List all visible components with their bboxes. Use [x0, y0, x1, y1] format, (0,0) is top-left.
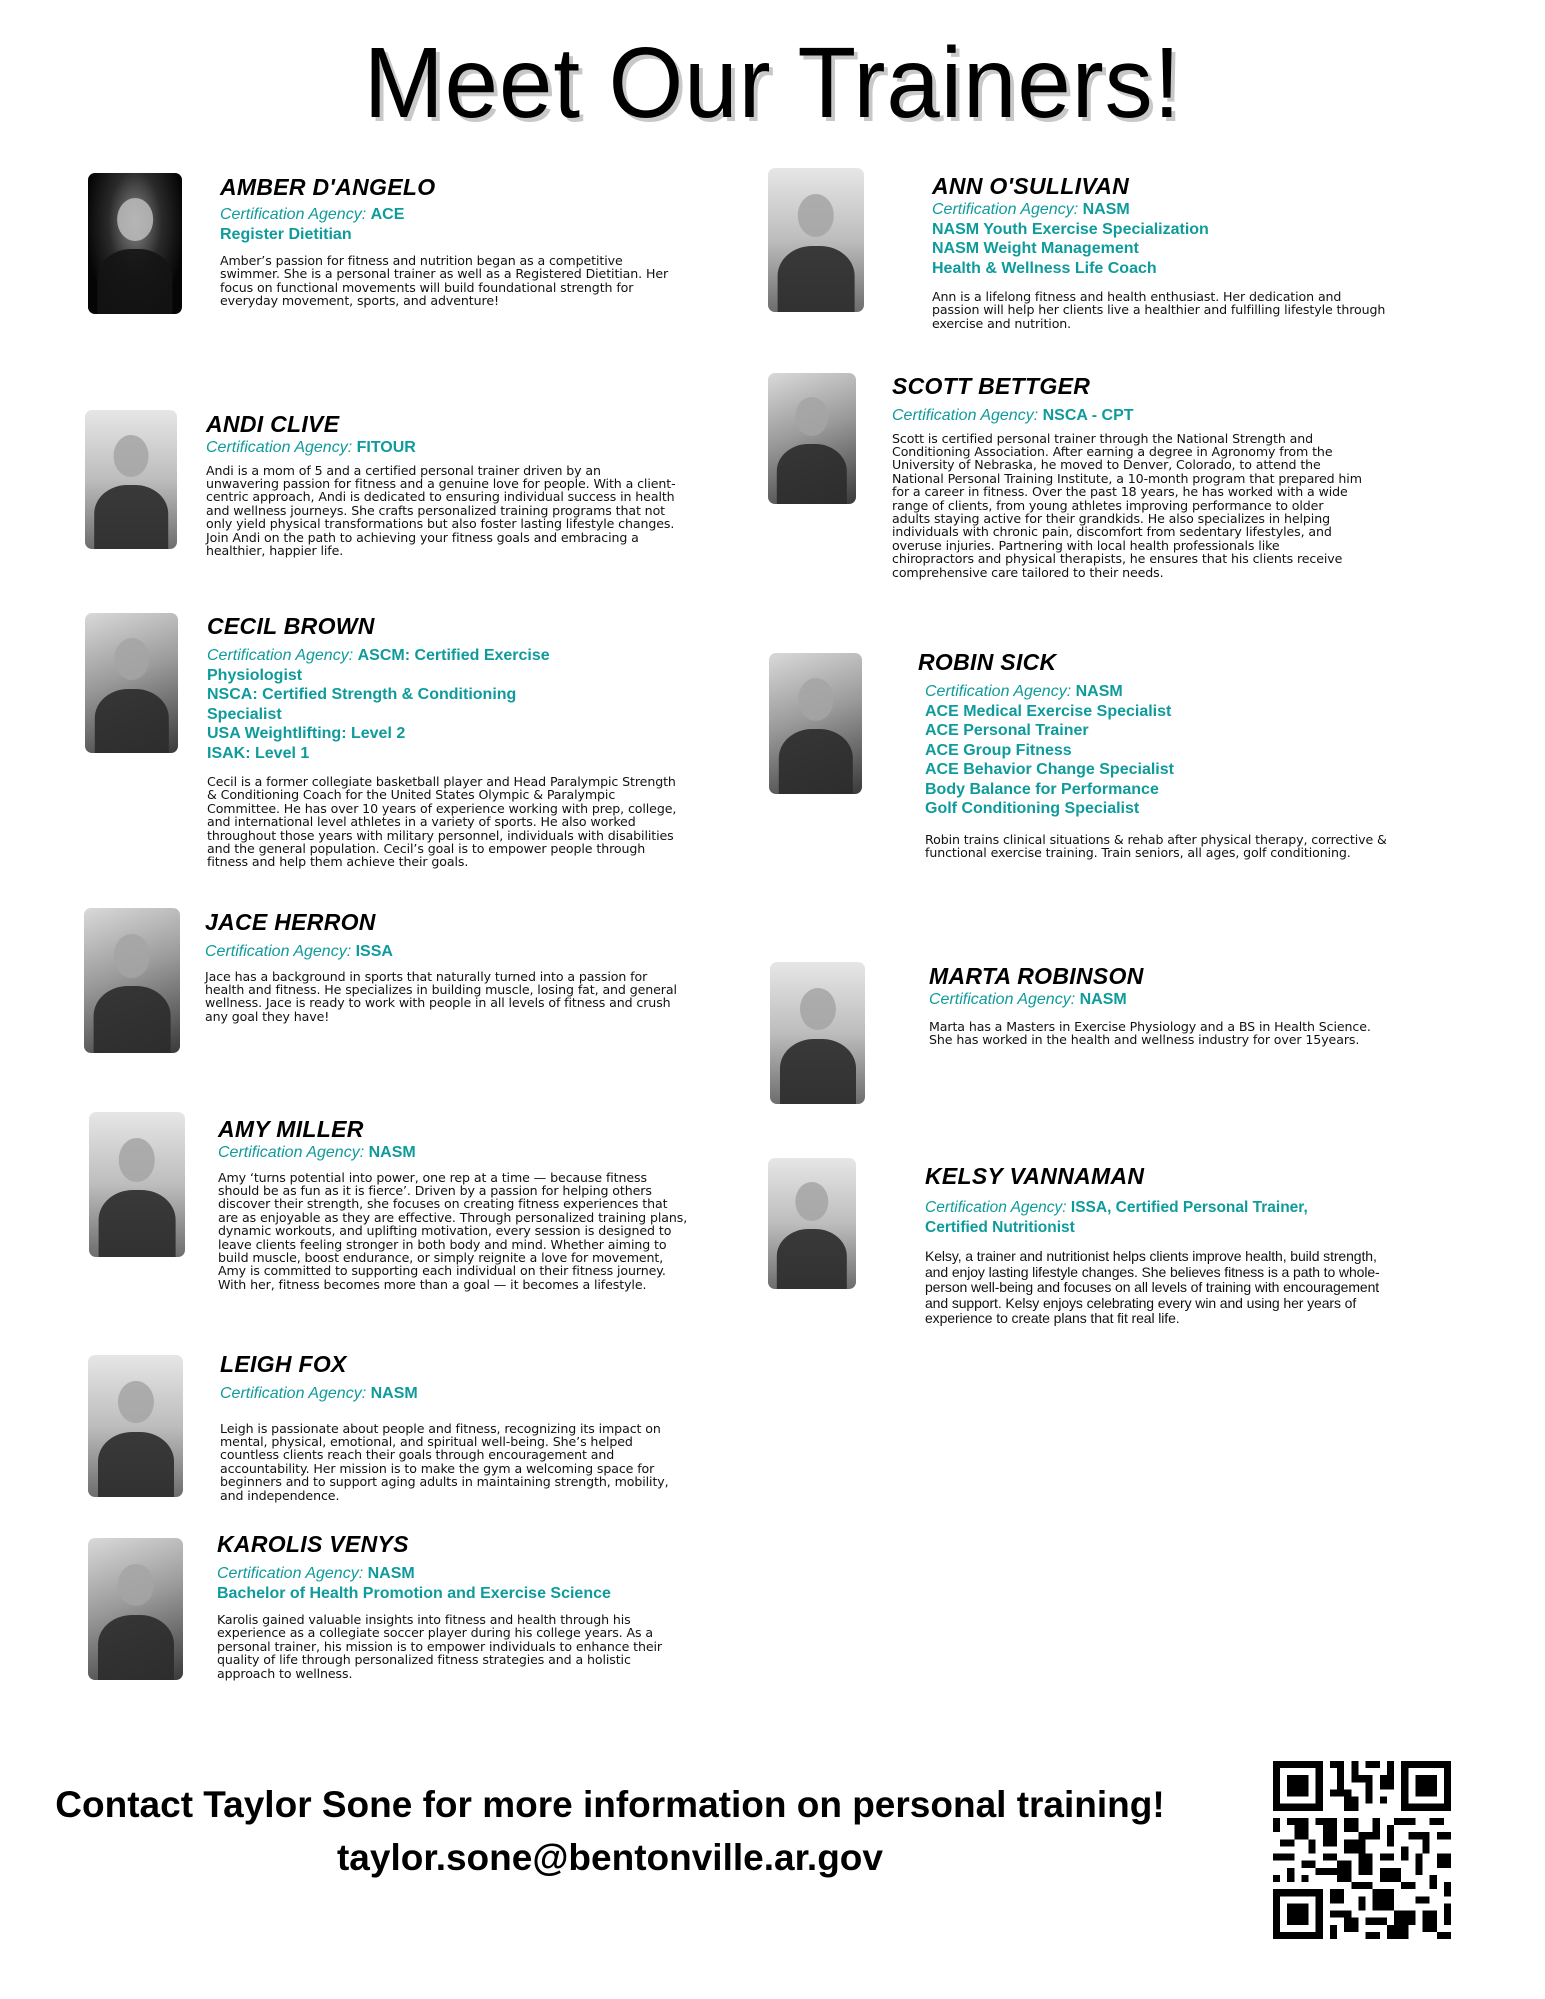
certification-agency: Certification Agency: NASM [932, 201, 1130, 218]
certification-extra: Body Balance for Performance [925, 780, 1159, 798]
certification-extra: NSCA: Certified Strength & Conditioning Specialist [207, 686, 517, 723]
certification-agency: Certification Agency: NSCA - CPT [892, 407, 1134, 424]
trainer-bio: Kelsy, a trainer and nutritionist helps clients improve health, build strength, and enjoy lasting lifestyle changes. She believes fitness is a path to whole-person well-being and focuses on all levels of training with encouragement and support. Kelsy enjoys celebrating every win and using her years of experience to create plans that fit real life. [925, 1248, 1380, 1327]
certification-extra: USA Weightlifting: Level 2 [207, 725, 406, 742]
trainer-photo [770, 962, 865, 1104]
certification-extra: NASM Weight Management [932, 240, 1139, 257]
page-title: Meet Our Trainers! [363, 27, 1182, 139]
trainer-photo [88, 1355, 183, 1497]
contact-email-link[interactable]: taylor.sone@bentonville.ar.gov [336, 1837, 883, 1878]
trainer-photo [85, 613, 178, 753]
trainer-photo [768, 168, 864, 312]
trainer-bio: Jace has a background in sports that naturally turned into a passion for health and fitness. He specializes in building muscle, losing fat, and general wellness. Jace is ready to work with people in all levels of fitness and crush any goal they have! [205, 968, 677, 1024]
trainer-name: ANDI CLIVE [206, 411, 340, 437]
certification-extra: NASM Youth Exercise Specialization [932, 220, 1209, 238]
trainer-bio: Karolis gained valuable insights into fitness and health through his experience as a collegiate soccer player during his college years. As a personal trainer, his mission is to empower individuals to enhance their quality of life through personalized fitness strategies and a holistic approach to wellness. [217, 1612, 662, 1681]
trainer-name: ROBIN SICK [918, 649, 1057, 675]
certification-extra: ACE Group Fitness [925, 741, 1072, 759]
trainer-bio: Marta has a Masters in Exercise Physiology and a BS in Health Science. She has worked in the health and wellness industry for over 15years. [929, 1018, 1371, 1047]
certification-extra: ACE Behavior Change Specialist [925, 761, 1174, 778]
trainer-photo [768, 1158, 856, 1289]
certification-agency: Certification Agency: ASCM: Certified Exercise Physiologist [207, 647, 550, 684]
trainer-bio: Amber’s passion for fitness and nutrition began as a competitive swimmer. She is a personal trainer as well as a Registered Dietitian. Her focus on functional movements will build foundational strength for everyday movement, sports, and adventure! [220, 253, 669, 309]
certification-extra: Health & Wellness Life Coach [932, 259, 1157, 277]
contact-line: Contact Taylor Sone for more information on personal training! [55, 1784, 1165, 1825]
certification-extra: Bachelor of Health Promotion and Exercise Science [217, 1584, 611, 1602]
certification-extra: Golf Conditioning Specialist [925, 800, 1140, 817]
certification-agency: Certification Agency: NASM [218, 1144, 416, 1161]
trainer-bio: Robin trains clinical situations & rehab after physical therapy, corrective & functional exercise training. Train seniors, all ages, golf conditioning. [925, 831, 1387, 860]
trainer-name: KELSY VANNAMAN [925, 1163, 1145, 1189]
trainer-photo [84, 908, 180, 1053]
trainer-bio: Amy ‘turns potential into power, one rep at a time — because fitness should be as fun as it is fierce’. Driven by a passion for helping others discover their strength, she focuses on creating fitness experiences that are as enjoyable as they are effective. Through personalized training plans, dynamic workouts, and uplifting motivation, every session is designed to leave clients feeling stronger in both body and mind. Whether aiming to build muscle, boost endurance, or simply reignite a love for movement, Amy is committed to supporting each individual on their fitness journey. With her, fitness becomes more than a goal — it becomes a lifestyle. [218, 1169, 688, 1292]
trainer-bio: Leigh is passionate about people and fitness, recognizing its impact on mental, physical, emotional, and spiritual well-being. She’s helped countless clients reach their goals through encouragement and accountability. Her mission is to make the gym a welcoming space for beginners and to support aging adults in maintaining strength, mobility, and independence. [220, 1420, 669, 1503]
trainer-bio: Scott is certified personal trainer through the National Strength and Conditioning Association. After earning a degree in Agronomy from the University of Nebraska, he moved to Denver, Colorado, to attend the National Personal Training Institute, a 10-month program that prepared him for a career in fitness. Over the past 18 years, he has worked with a wide range of clients, from young athletes improving performance to older adults staying active for their grandkids. He also specializes in helping individuals with chronic pain, discomfort from sedentary lifestyles, and overuse injuries. Partnering with local health professionals like chiropractors and physical therapists, he ensures that his clients receive comprehensive care tailored to their needs. [892, 430, 1362, 580]
trainer-bio: Ann is a lifelong fitness and health enthusiast. Her dedication and passion will help her clients live a healthier and fulfilling lifestyle through exercise and nutrition. [932, 289, 1386, 331]
certification-agency: Certification Agency: NASM [220, 1385, 418, 1402]
trainer-name: LEIGH FOX [220, 1351, 347, 1377]
trainer-photo [85, 410, 177, 549]
certification-agency: Certification Agency: NASM [925, 683, 1123, 700]
certification-extra: Register Dietitian [220, 225, 352, 243]
certification-extra: ACE Personal Trainer [925, 722, 1089, 739]
certification-agency: Certification Agency: NASM [929, 991, 1127, 1008]
trainer-name: JACE HERRON [205, 909, 376, 935]
certification-agency: Certification Agency: ACE [220, 206, 405, 223]
certification-agency: Certification Agency: ISSA [205, 943, 393, 960]
trainer-photo [88, 173, 182, 314]
trainer-name: AMBER D'ANGELO [220, 174, 436, 200]
trainer-name: ANN O'SULLIVAN [932, 173, 1130, 199]
certification-agency: Certification Agency: FITOUR [206, 439, 416, 456]
trainer-photo [769, 653, 862, 794]
trainer-name: SCOTT BETTGER [892, 373, 1091, 399]
trainer-name: MARTA ROBINSON [929, 963, 1144, 989]
trainer-photo [88, 1538, 183, 1680]
certification-extra: ISAK: Level 1 [207, 744, 310, 762]
qr-code-icon[interactable] [1272, 1761, 1452, 1939]
trainer-bio: Andi is a mom of 5 and a certified personal trainer driven by an unwavering passion for fitness and a genuine love for people. With a client-centric approach, Andi is dedicated to ensuring individual success in health and wellness journeys. She crafts personalized training programs that not only yield physical transformations but also foster lasting lifestyle changes. Join Andi on the path to achieving your fitness goals and embracing a healthier, happier life. [206, 462, 676, 558]
certification-extra: ACE Medical Exercise Specialist [925, 702, 1172, 720]
certification-agency: Certification Agency: NASM [217, 1565, 415, 1582]
trainer-name: KAROLIS VENYS [217, 1531, 409, 1557]
trainer-name: AMY MILLER [218, 1116, 364, 1142]
trainer-bio: Cecil is a former collegiate basketball player and Head Paralympic Strength & Conditioning Coach for the United States Olympic & Paralympic Committee. He has over 10 years of experience working with prep, college, and international level athletes in a variety of sports. He also worked throughout those years with military personnel, individuals with disabilities and the general population. Cecil’s goal is to empower people through fitness and help them achieve their goals. [207, 774, 677, 870]
trainer-photo [89, 1112, 185, 1257]
certification-agency: Certification Agency: ISSA, Certified Personal Trainer, Certified Nutritionist [925, 1199, 1308, 1236]
trainer-photo [768, 373, 856, 504]
trainer-name: CECIL BROWN [207, 613, 375, 639]
